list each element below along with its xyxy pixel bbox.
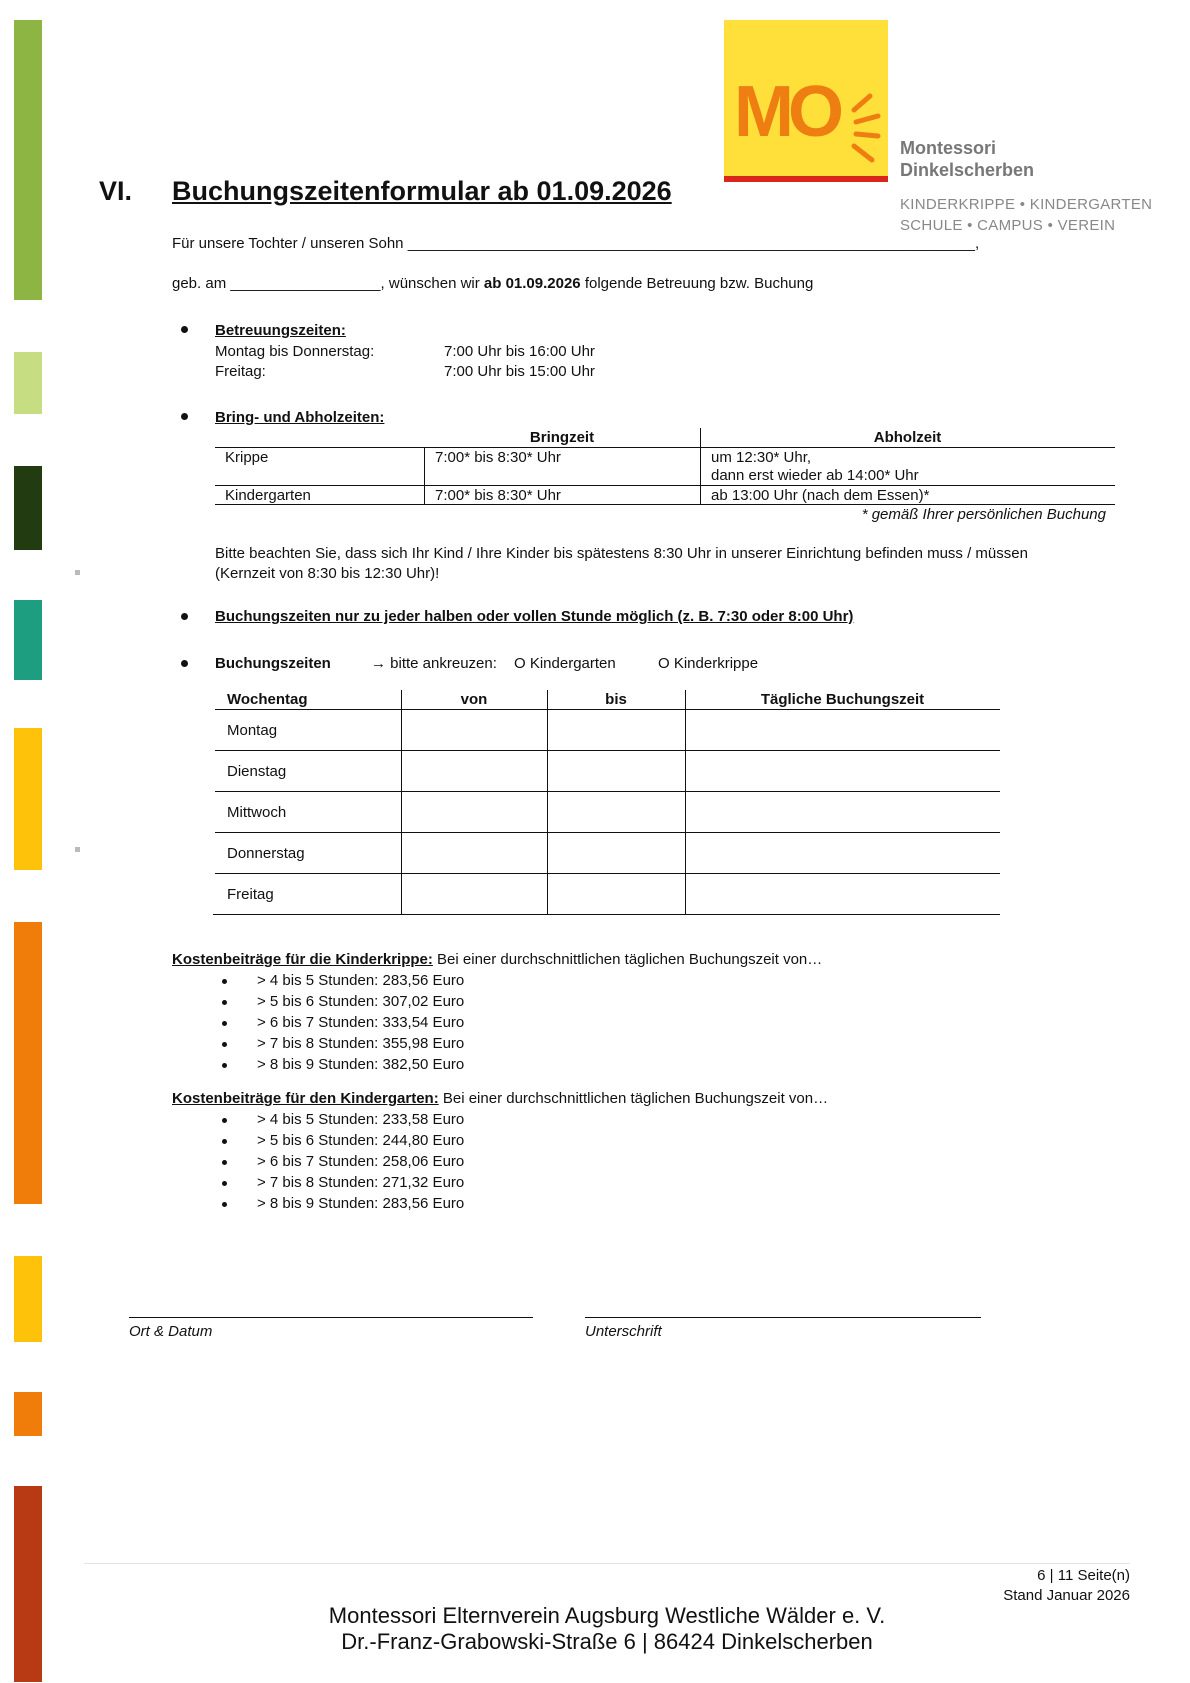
decor-bar-lightgreen — [14, 352, 42, 414]
cost-item — [257, 1153, 464, 1170]
day-label: Mittwoch — [227, 804, 287, 821]
cost-item — [257, 1111, 464, 1128]
krippe-costs-heading: Kostenbeiträge für die Kinderkrippe: — [172, 951, 433, 968]
table-cell-name: Krippe — [225, 449, 269, 466]
table-rule — [700, 428, 701, 504]
footer-address: Dr.-Franz-Grabowski-Straße 6 | 86424 Dinkelscherben — [341, 1629, 873, 1654]
cost-price: 271,32 Euro — [382, 1174, 465, 1191]
cost-range: > 6 bis 7 Stunden: — [257, 1153, 383, 1170]
cost-range: > 5 bis 6 Stunden: — [257, 993, 383, 1010]
cost-price: 307,02 Euro — [382, 993, 465, 1010]
option-kinderkrippe[interactable]: O Kinderkrippe — [658, 655, 759, 672]
logo-name-line2: Dinkelscherben — [900, 160, 1035, 180]
cost-range: > 8 bis 9 Stunden: — [257, 1195, 383, 1212]
bullet — [222, 1042, 227, 1047]
logo-mark: MO — [734, 72, 838, 152]
bullet — [181, 613, 188, 620]
input-von-donnerstag[interactable] — [402, 833, 546, 873]
bullet — [181, 660, 188, 667]
bullet — [222, 1139, 227, 1144]
section-number: VI. — [99, 176, 133, 206]
stand-date: Stand Januar 2026 — [1003, 1587, 1130, 1604]
table-rule — [215, 447, 1115, 448]
betreuung-heading: Betreuungszeiten: — [215, 322, 346, 339]
bullet — [181, 413, 188, 420]
table-cell-bring: 7:00* bis 8:30* Uhr — [435, 487, 561, 504]
table-rule — [213, 914, 1000, 915]
kiga-costs-heading-line — [172, 1090, 828, 1107]
decor-bar-orange — [14, 922, 42, 1204]
cost-price: 233,58 Euro — [382, 1111, 465, 1128]
input-bis-donnerstag[interactable] — [548, 833, 684, 873]
input-bis-dienstag[interactable] — [548, 751, 684, 791]
cost-range: > 6 bis 7 Stunden: — [257, 1014, 383, 1031]
cost-price: 355,98 Euro — [382, 1035, 465, 1052]
col-header-bis: bis — [605, 691, 627, 708]
signature-label: Unterschrift — [585, 1323, 662, 1340]
cost-price: 258,06 Euro — [382, 1153, 465, 1170]
decor-bar-green — [14, 20, 42, 300]
decor-bar-teal — [14, 600, 42, 680]
col-header-taegliche-buchungszeit: Tägliche Buchungszeit — [760, 691, 925, 708]
input-bis-mittwoch[interactable] — [548, 792, 684, 832]
input-total-dienstag[interactable] — [686, 751, 1000, 791]
kiga-costs-heading: Kostenbeiträge für den Kindergarten: — [172, 1090, 439, 1107]
margin-mark — [75, 847, 80, 852]
intro-start-date: ab 01.09.2026 — [483, 275, 581, 292]
kernzeit-note-2: (Kernzeit von 8:30 bis 12:30 Uhr)! — [215, 565, 440, 582]
logo — [724, 20, 888, 182]
input-bis-freitag[interactable] — [548, 874, 684, 914]
kiga-costs-intro: Bei einer durchschnittlichen täglichen Buchungszeit von… — [438, 1090, 829, 1107]
place-date-label: Ort & Datum — [129, 1323, 213, 1340]
booking-rule: Buchungszeiten nur zu jeder halben oder vollen Stunde möglich (z. B. 7:30 oder 8:00 Uhr) — [215, 608, 854, 625]
page-number: 6 | 11 Seite(n) — [1037, 1567, 1130, 1584]
input-total-freitag[interactable] — [686, 874, 1000, 914]
col-header-von: von — [460, 691, 488, 708]
cost-item — [257, 1174, 464, 1191]
day-label: Freitag — [227, 886, 274, 903]
decor-bar-darkgreen — [14, 466, 42, 550]
page-title: Buchungszeitenformular ab 01.09.2026 — [172, 176, 672, 206]
cost-range: > 7 bis 8 Stunden: — [257, 1174, 383, 1191]
table-rule — [215, 504, 1115, 505]
logo-underline — [724, 176, 888, 182]
intro-birth-text: geb. am __________________, wünschen wir — [172, 275, 484, 292]
signature-line-place-date[interactable] — [129, 1317, 533, 1318]
bullet — [181, 326, 188, 333]
table-cell-abhol: dann erst wieder ab 14:00* Uhr — [711, 467, 919, 484]
intro-child-line: Für unsere Tochter / unseren Sohn ____________________________________________________________________, — [172, 235, 980, 252]
cost-range: > 4 bis 5 Stunden: — [257, 1111, 383, 1128]
cost-price: 382,50 Euro — [382, 1056, 465, 1073]
margin-mark — [75, 570, 80, 575]
sun-rays-icon — [848, 90, 884, 170]
bullet — [222, 1063, 227, 1068]
input-von-mittwoch[interactable] — [402, 792, 546, 832]
footnote: * gemäß Ihrer persönlichen Buchung — [861, 506, 1106, 523]
input-von-dienstag[interactable] — [402, 751, 546, 791]
cost-item — [257, 993, 464, 1010]
decor-bar-orange-2 — [14, 1392, 42, 1436]
bullet — [222, 1118, 227, 1123]
cost-price: 283,56 Euro — [382, 972, 465, 989]
cost-range: > 8 bis 9 Stunden: — [257, 1056, 383, 1073]
booking-instruction: → bitte ankreuzen: — [371, 655, 497, 672]
col-header-bringzeit: Bringzeit — [529, 429, 595, 446]
table-rule — [424, 447, 425, 504]
day-label: Dienstag — [227, 763, 287, 780]
betreuung-value: 7:00 Uhr bis 15:00 Uhr — [444, 363, 595, 380]
input-total-montag[interactable] — [686, 710, 1000, 750]
betreuung-label: Montag bis Donnerstag: — [215, 343, 375, 360]
col-header-abholzeit: Abholzeit — [873, 429, 942, 446]
betreuung-value: 7:00 Uhr bis 16:00 Uhr — [444, 343, 595, 360]
table-cell-abhol: um 12:30* Uhr, — [711, 449, 812, 466]
bullet — [222, 1202, 227, 1207]
footer-divider — [84, 1563, 1130, 1564]
input-total-mittwoch[interactable] — [686, 792, 1000, 832]
krippe-costs-heading-line — [172, 951, 822, 968]
intro-birth-text-end: folgende Betreuung bzw. Buchung — [580, 275, 814, 292]
bullet — [222, 1160, 227, 1165]
booking-heading: Buchungszeiten — [215, 655, 331, 672]
cost-range: > 7 bis 8 Stunden: — [257, 1035, 383, 1052]
decor-bar-yellow-2 — [14, 1256, 42, 1342]
betreuung-label: Freitag: — [215, 363, 266, 380]
footer-org: Montessori Elternverein Augsburg Westliche Wälder e. V. — [328, 1603, 886, 1628]
table-cell-bring: 7:00* bis 8:30* Uhr — [435, 449, 561, 466]
bullet — [222, 979, 227, 984]
input-von-montag[interactable] — [402, 710, 546, 750]
table-cell-abhol: ab 13:00 Uhr (nach dem Essen)* — [711, 487, 930, 504]
input-bis-montag[interactable] — [548, 710, 684, 750]
krippe-costs-intro: Bei einer durchschnittlichen täglichen Buchungszeit von… — [432, 951, 823, 968]
signature-line-signature[interactable] — [585, 1317, 981, 1318]
bring-heading: Bring- und Abholzeiten: — [215, 409, 385, 426]
cost-range: > 4 bis 5 Stunden: — [257, 972, 383, 989]
cost-item — [257, 1056, 464, 1073]
table-cell-name: Kindergarten — [225, 487, 311, 504]
input-von-freitag[interactable] — [402, 874, 546, 914]
bullet — [222, 1181, 227, 1186]
input-total-donnerstag[interactable] — [686, 833, 1000, 873]
logo-name-line1: Montessori — [900, 138, 997, 158]
cost-range: > 5 bis 6 Stunden: — [257, 1132, 383, 1149]
cost-price: 283,56 Euro — [382, 1195, 465, 1212]
cost-item — [257, 1035, 464, 1052]
kernzeit-note: Bitte beachten Sie, dass sich Ihr Kind / Ihre Kinder bis spätestens 8:30 Uhr in unserer Einrichtung befinden muss / müssen — [215, 545, 1028, 562]
logo-tagline2: SCHULE • CAMPUS • VEREIN — [900, 217, 1116, 234]
intro-birth-line — [172, 275, 813, 292]
logo-tagline1: KINDERKRIPPE • KINDERGARTEN — [900, 196, 1153, 213]
day-label: Donnerstag — [227, 845, 305, 862]
cost-item — [257, 1132, 464, 1149]
cost-price: 333,54 Euro — [382, 1014, 465, 1031]
decor-bar-yellow — [14, 728, 42, 870]
cost-item — [257, 972, 464, 989]
cost-item — [257, 1195, 464, 1212]
cost-price: 244,80 Euro — [382, 1132, 465, 1149]
day-label: Montag — [227, 722, 278, 739]
bullet — [222, 1021, 227, 1026]
bullet — [222, 1000, 227, 1005]
cost-item — [257, 1014, 464, 1031]
col-header-wochentag: Wochentag — [227, 691, 308, 708]
option-kindergarten[interactable]: O Kindergarten — [514, 655, 616, 672]
table-rule — [215, 485, 1115, 486]
